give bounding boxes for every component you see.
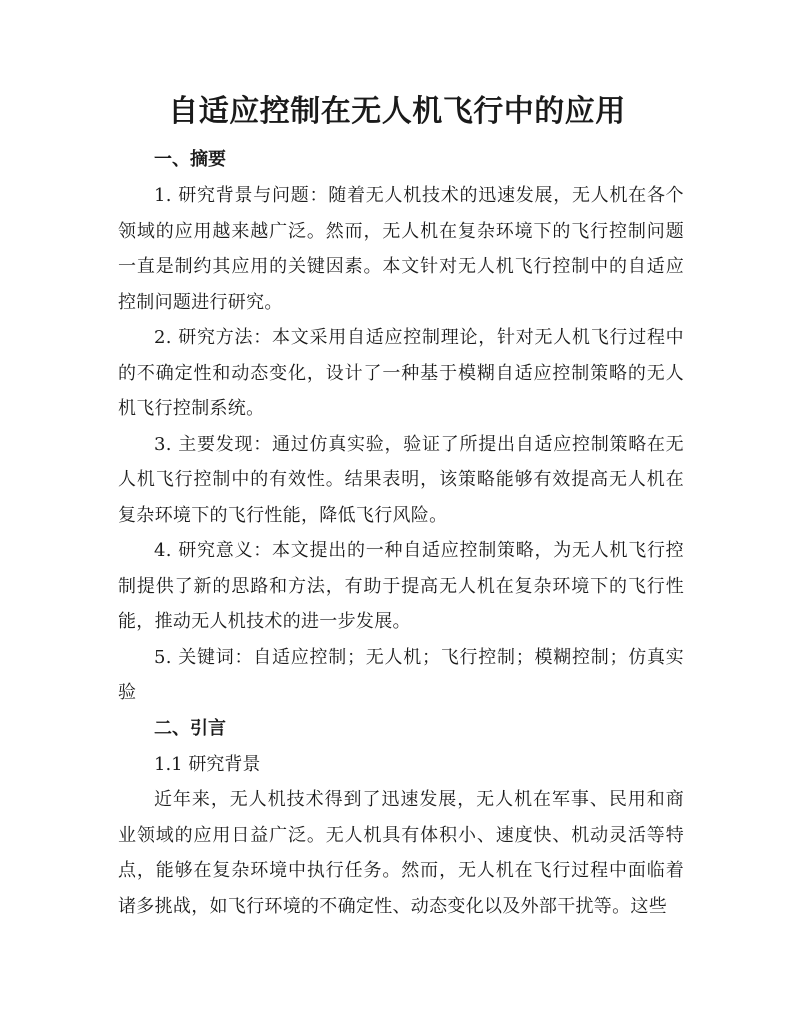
- intro-heading: 二、引言: [154, 717, 226, 739]
- document-page: [118, 88, 684, 924]
- abstract-heading: 一、摘要: [154, 149, 226, 170]
- abstract-item-3: 3. 主要发现：通过仿真实验，验证了所提出自适应控制策略在无人机飞行控制中的有效性。结果表明，该策略能够有效提高无人机在复杂环境下的飞行性能，降低飞行风险。: [118, 433, 684, 526]
- abstract-item-4: 4. 研究意义：本文提出的一种自适应控制策略，为无人机飞行控制提供了新的思路和方法，有助于提高无人机在复杂环境下的飞行性能，推动无人机技术的进一步发展。: [118, 540, 684, 632]
- abstract-item-1: 1. 研究背景与问题：随着无人机技术的迅速发展，无人机在各个领域的应用越来越广泛。然而，无人机在复杂环境下的飞行控制问题一直是制约其应用的关键因素。本文针对无人机飞行控制中的自适应控制问题进行研究。: [118, 185, 684, 313]
- abstract-item-5-keywords: 5. 关键词：自适应控制；无人机；飞行控制；模糊控制；仿真实验: [118, 646, 684, 703]
- intro-paragraph: 近年来，无人机技术得到了迅速发展，无人机在军事、民用和商业领域的应用日益广泛。无人机具有体积小、速度快、机动灵活等特点，能够在复杂环境中执行任务。然而，无人机在飞行过程中面临着诸多挑战，如飞行环境的不确定性、动态变化以及外部干扰等。这些: [118, 789, 684, 917]
- abstract-item-2: 2. 研究方法：本文采用自适应控制理论，针对无人机飞行过程中的不确定性和动态变化，设计了一种基于模糊自适应控制策略的无人机飞行控制系统。: [118, 327, 684, 419]
- document-title: 自适应控制在无人机飞行中的应用: [168, 94, 626, 129]
- intro-subheading: 1.1 研究背景: [154, 753, 261, 775]
